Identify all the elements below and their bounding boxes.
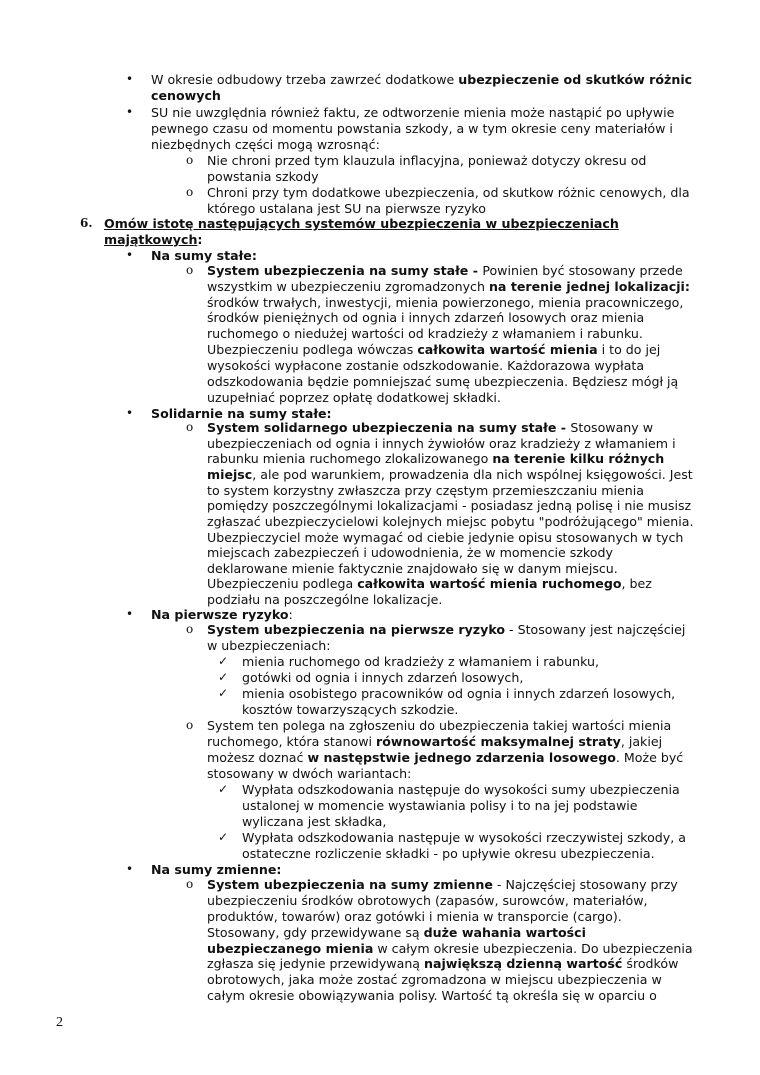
text-run: :: [288, 607, 293, 622]
text-line: [151, 105, 674, 121]
text-run: środków trwałych, inwestycji, mienia powierzonego, mienia pracowniczego,: [207, 295, 684, 310]
text-line: [207, 390, 501, 406]
bullet-marker: •: [126, 406, 134, 420]
text-line: [207, 941, 693, 957]
text-line: [242, 782, 680, 798]
bullet-marker: •: [126, 248, 134, 262]
text-run: zgłaszać ubezpieczycielowi kolejnych miejsc pobytu "podróżującego" mienia.: [207, 514, 694, 529]
text-line: [207, 638, 331, 654]
text-run: niezbędnych części mogą wzrosnąć:: [151, 137, 380, 152]
text-line: [207, 592, 442, 608]
text-run: rabunku mienia ruchomego zlokalizowanego: [207, 451, 493, 466]
text-run: System ten polega na zgłoszeniu do ubezpieczenia takiej wartości mienia: [207, 718, 672, 733]
text-run: System ubezpieczenia na sumy stałe -: [207, 263, 483, 278]
text-run: mienia osobistego pracowników od ognia i innych zdarzeń losowych,: [242, 686, 676, 701]
text-line: [207, 263, 683, 279]
sub-bullet-marker: o: [186, 185, 194, 199]
text-run: - Stosowany jest najczęściej: [505, 622, 686, 637]
text-run: całkowita wartość mienia ruchomego: [357, 576, 622, 591]
bullet-marker: •: [126, 105, 134, 119]
text-line: [207, 734, 662, 750]
text-run: . Może być: [615, 750, 684, 765]
text-line: [207, 436, 676, 452]
text-line: [207, 622, 685, 638]
text-line: [242, 670, 523, 686]
text-line: [207, 185, 690, 201]
text-line: [207, 358, 644, 374]
text-line: [207, 576, 652, 592]
text-run: uzupełniać poprzez opłatę dodatkowej składki.: [207, 390, 501, 405]
text-run: odszkodowania będzie pomniejszać sumę ubezpieczenia. Będziesz mógł ją: [207, 374, 679, 389]
text-run: Chroni przy tym dodatkowe ubezpieczenia, od skutkow różnic cenowych, dla: [207, 185, 690, 200]
text-run: w ubezpieczeniach:: [207, 638, 331, 653]
text-run: , jakiej: [620, 734, 663, 749]
text-line: [151, 72, 692, 88]
text-line: [207, 310, 644, 326]
text-run: równowartość maksymalnej straty: [376, 734, 621, 749]
text-run: możesz doznać: [207, 750, 308, 765]
sub-bullet-marker: o: [186, 263, 194, 277]
text-line: [207, 909, 622, 925]
text-run: środków pieniężnych od ognia i innych zdarzeń losowych oraz mienia: [207, 310, 645, 325]
text-run: wyliczana jest składka,: [242, 814, 387, 829]
text-run: gotówki od ognia i innych zdarzeń losowych,: [242, 670, 524, 685]
text-line: [242, 654, 599, 670]
sub-bullet-marker: o: [186, 718, 194, 732]
text-line: [207, 326, 643, 342]
text-run: zgłasza się jedynie przewidywaną: [207, 956, 425, 971]
text-line: [151, 137, 380, 153]
text-run: wszystkim w ubezpieczeniu zgromadzonych: [207, 279, 489, 294]
text-line: [207, 498, 691, 514]
text-run: podziału na poszczególne lokalizacje.: [207, 592, 443, 607]
text-run: Na pierwsze ryzyko: [151, 607, 289, 622]
text-run: ubezpieczenie od skutków różnic: [458, 72, 693, 87]
text-run: Na sumy zmienne:: [151, 862, 282, 877]
text-line: [151, 607, 293, 623]
text-line: [207, 718, 671, 734]
sub-bullet-marker: o: [186, 420, 194, 434]
text-run: ruchomego, która stanowi: [207, 734, 377, 749]
text-run: kosztów towarzyszących szkodzie.: [242, 702, 459, 717]
text-line: [207, 169, 319, 185]
text-run: na terenie kilku różnych: [492, 451, 665, 466]
text-run: Ubezpieczeniu podlega wówczas: [207, 342, 418, 357]
text-run: Wypłata odszkodowania następuje do wysokości sumy ubezpieczenia: [242, 782, 680, 797]
text-run: w następstwie jednego zdarzenia losowego: [307, 750, 616, 765]
text-run: produktów, towarów) oraz gotówki i mienia w transporcie (cargo).: [207, 909, 622, 924]
text-line: [207, 514, 693, 530]
text-run: Omów istotę następujących systemów ubezpieczenia w ubezpieczeniach: [104, 216, 619, 231]
check-marker: ✓: [218, 782, 229, 796]
text-line: [207, 893, 648, 909]
text-run: Stosowany w: [570, 420, 654, 435]
text-line: [242, 798, 638, 814]
text-line: [207, 750, 683, 766]
text-run: środków: [622, 956, 679, 971]
text-line: [207, 766, 411, 782]
text-line: [207, 420, 653, 436]
text-run: Stosowany, gdy przewidywane są: [207, 925, 424, 940]
text-run: którego ustalana jest SU na pierwsze ryzyko: [207, 201, 486, 216]
check-marker: ✓: [218, 830, 229, 844]
text-run: całkowita wartość mienia: [417, 342, 598, 357]
text-line: [151, 862, 281, 878]
text-run: pewnego czasu od momentu powstania szkody, a w tym okresie ceny materiałów i: [151, 121, 673, 136]
text-run: to system korzystny zwłaszcza przy częstym przemieszczaniu mienia: [207, 483, 644, 498]
text-run: deklarowane mienie faktycznie znajdowało się w danym miejscu.: [207, 561, 618, 576]
text-line: [104, 216, 619, 232]
text-line: [242, 814, 386, 830]
text-line: [207, 483, 644, 499]
text-line: [151, 248, 257, 264]
text-line: [242, 846, 655, 862]
text-run: cenowych: [151, 88, 221, 103]
text-run: miejsc: [207, 467, 253, 482]
text-run: pomiędzy poszczególnymi lokalizacjami - posiadasz jedną polisę i nie musisz: [207, 498, 692, 513]
text-run: System ubezpieczenia na sumy zmienne: [207, 877, 493, 892]
text-run: największą dzienną wartość: [424, 956, 623, 971]
text-run: ubezpieczanego mienia: [207, 941, 374, 956]
text-run: Na sumy stałe:: [151, 248, 257, 263]
check-marker: ✓: [218, 670, 229, 684]
text-run: ruchomego o niedużej wartości od kradzieży z włamaniem i rabunku.: [207, 326, 643, 341]
text-run: Nie chroni przed tym klauzula inflacyjna, ponieważ dotyczy okresu od: [207, 153, 647, 168]
text-line: [207, 201, 486, 217]
text-run: , ale pod warunkiem, prowadzenia dla nich wspólnej księgowości. Jest: [252, 467, 693, 482]
text-run: duże wahania wartości: [423, 925, 586, 940]
text-run: System solidarnego ubezpieczenia na sumy stałe -: [207, 420, 571, 435]
text-line: [207, 374, 678, 390]
sub-bullet-marker: o: [186, 877, 194, 891]
text-run: na terenie jednej lokalizacji:: [488, 279, 690, 294]
text-run: miejscach zabezpieczeń i udowodnienia, że w momencie szkody: [207, 545, 613, 560]
text-run: całym okresie obowiązywania polisy. Wartość tą określa się w oparciu o: [207, 988, 657, 1003]
text-run: Ubezpieczyciel może wymagać od ciebie jedynie opisu stosowanych w tych: [207, 530, 684, 545]
text-run: ubezpieczeniu środków obrotowych (zapasów, surowców, materiałów,: [207, 893, 648, 908]
text-line: [207, 530, 683, 546]
list-number: 6.: [80, 216, 93, 230]
text-run: ustalonej w momencie wystawiania polisy i to na jej podstawie: [242, 798, 638, 813]
text-run: :: [197, 232, 203, 247]
text-line: [242, 702, 458, 718]
check-marker: ✓: [218, 654, 229, 668]
sub-bullet-marker: o: [186, 153, 194, 167]
check-marker: ✓: [218, 686, 229, 700]
text-run: - Najczęściej stosowany przy: [492, 877, 678, 892]
text-run: Wypłata odszkodowania następuje w wysokości rzeczywistej szkody, a: [242, 830, 686, 845]
sub-bullet-marker: o: [186, 622, 194, 636]
text-run: ubezpieczeniach od ognia i innych żywiołów oraz kradzieży z włamaniem i: [207, 436, 676, 451]
text-run: obrotowych, jaka może zostać zgromadzona w miejscu ubezpieczenia w: [207, 972, 662, 987]
text-run: stosowany w dwóch wariantach:: [207, 766, 412, 781]
text-run: wysokości wypłacone zostanie odszkodowanie. Każdorazowa wypłata: [207, 358, 645, 373]
text-run: Powinien być stosowany przede: [482, 263, 683, 278]
bullet-marker: •: [126, 862, 134, 876]
text-line: [207, 988, 657, 1004]
text-run: Ubezpieczeniu podlega: [207, 576, 358, 591]
text-line: [207, 279, 690, 295]
text-line: [207, 545, 613, 561]
text-run: i to do jej: [597, 342, 661, 357]
text-line: [207, 561, 618, 577]
bullet-marker: •: [126, 72, 134, 86]
text-line: [242, 830, 686, 846]
text-line: [207, 467, 693, 483]
text-run: , bez: [621, 576, 652, 591]
text-line: [151, 88, 221, 104]
text-line: [104, 232, 202, 248]
page-number: 2: [56, 1015, 63, 1030]
text-run: ostateczne rozliczenie składki - po upływie okresu ubezpieczenia.: [242, 846, 655, 861]
text-run: mienia ruchomego od kradzieży z włamaniem i rabunku,: [242, 654, 599, 669]
text-run: System ubezpieczenia na pierwsze ryzyko: [207, 622, 506, 637]
text-line: [207, 877, 678, 893]
text-line: [207, 956, 678, 972]
text-run: SU nie uwzględnia również faktu, ze odtworzenie mienia może nastąpić po upływie: [151, 105, 675, 120]
text-run: powstania szkody: [207, 169, 319, 184]
text-run: Solidarnie na sumy stałe:: [151, 406, 332, 421]
text-line: [207, 451, 664, 467]
text-line: [207, 342, 660, 358]
text-line: [151, 121, 673, 137]
text-run: majątkowych: [104, 232, 198, 247]
text-line: [207, 972, 662, 988]
bullet-marker: •: [126, 607, 134, 621]
text-line: [207, 925, 586, 941]
text-line: [242, 686, 675, 702]
text-line: [207, 153, 646, 169]
text-run: W okresie odbudowy trzeba zawrzeć dodatkowe: [151, 72, 459, 87]
text-line: [207, 295, 683, 311]
text-run: w całym okresie ubezpieczenia. Do ubezpieczenia: [373, 941, 693, 956]
